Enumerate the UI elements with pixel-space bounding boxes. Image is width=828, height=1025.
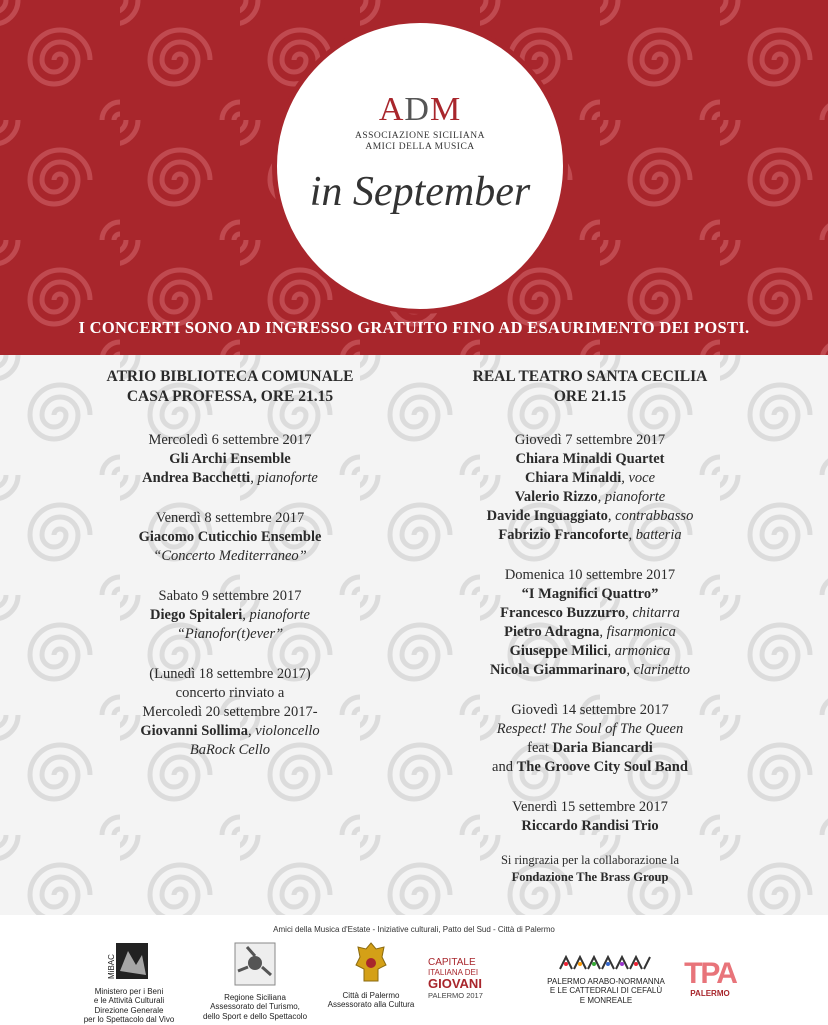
event-date: Giovedì 7 settembre 2017 <box>514 432 666 448</box>
event-date: Domenica 10 settembre 2017 <box>504 567 676 583</box>
performer-instrument: , pianoforte <box>597 489 666 505</box>
event-item <box>70 587 390 644</box>
performer-instrument: , violoncello <box>247 723 320 739</box>
event-item <box>420 431 760 545</box>
performer-instrument: , batteria <box>628 527 682 543</box>
performer-name: Valerio Rizzo <box>514 489 598 505</box>
event-item <box>70 431 390 488</box>
sponsor-arabo-normanna <box>542 955 670 1005</box>
event-line <box>70 606 390 625</box>
association-name <box>277 131 563 153</box>
event-subtitle: Respect! The Soul of The Queen <box>496 721 684 737</box>
event-line <box>420 758 760 777</box>
event-date: (Lunedì 18 settembre 2017) <box>149 666 311 682</box>
sponsor-footer <box>0 915 828 1024</box>
performer-name: Francesco Buzzurro <box>500 605 626 621</box>
event-subtitle: BaRock Cello <box>189 742 271 758</box>
capitale-line-4: PALERMO 2017 <box>428 991 483 1000</box>
event-date: Giovedì 14 settembre 2017 <box>511 702 669 718</box>
event-item <box>70 509 390 566</box>
event-line <box>420 604 760 623</box>
event-line <box>420 623 760 642</box>
right-venue <box>420 367 760 407</box>
logo-letter-a: A <box>378 91 405 128</box>
right-venue-line-1: REAL TEATRO SANTA CECILIA <box>472 368 708 385</box>
performer-name: Chiara Minaldi <box>524 470 622 486</box>
left-venue-line-1: ATRIO BIBLIOTECA COMUNALE <box>106 368 354 385</box>
performer-name: Andrea Bacchetti <box>142 470 251 486</box>
event-performer: Giacomo Cuticchio Ensemble <box>138 529 322 545</box>
sponsor-text: PALERMO ARABO-NORMANNA <box>547 976 665 986</box>
event-subtitle: “Concerto Mediterraneo” <box>153 548 307 564</box>
event-date: Venerdì 8 settembre 2017 <box>155 510 305 526</box>
logo-letter-m: M <box>429 91 462 128</box>
right-venue-line-2: ORE 21.15 <box>553 388 627 405</box>
sponsor-text: E MONREALE <box>579 995 633 1005</box>
right-program-column <box>420 367 760 886</box>
sponsor-text: Assessorato del Turismo, <box>210 1002 300 1011</box>
left-program-column <box>70 367 390 781</box>
assoc-line-1: ASSOCIAZIONE SICILIANA <box>354 131 485 141</box>
sponsor-text: Ministero per i Beni <box>94 986 164 996</box>
sponsor-text: per lo Spettacolo dal Vivo <box>83 1015 175 1024</box>
event-line <box>420 739 760 758</box>
sponsor-mibac <box>74 941 184 1025</box>
sponsor-text: E LE CATTEDRALI DI CEFALÙ <box>549 986 663 995</box>
sponsor-text: Città di Palermo <box>342 990 400 1000</box>
performer-instrument: , armonica <box>607 643 671 659</box>
event-line <box>420 526 760 545</box>
sponsor-text: dello Sport e dello Spettacolo <box>202 1011 308 1021</box>
sponsor-tpa <box>676 959 744 999</box>
free-entry-notice: I CONCERTI SONO AD INGRESSO GRATUITO FINO AD ESAURIMENTO DEI POSTI. <box>78 318 750 337</box>
capitale-line-1: CAPITALE <box>428 957 476 968</box>
event-new-date: Mercoledì 20 settembre 2017- <box>142 704 318 720</box>
performer-instrument: , pianoforte <box>242 607 310 623</box>
event-line <box>70 469 390 488</box>
event-connector: feat <box>527 740 553 756</box>
event-item <box>420 701 760 777</box>
event-line <box>420 507 760 526</box>
performer-name: Diego Spitaleri <box>150 607 243 623</box>
event-date: Venerdì 15 settembre 2017 <box>512 799 668 815</box>
event-performer: Chiara Minaldi Quartet <box>515 451 665 467</box>
tpa-label: PALERMO <box>690 989 730 998</box>
sponsor-regione <box>196 941 314 1021</box>
sponsor-text: Regione Siciliana <box>224 992 286 1002</box>
capitale-line-2: ITALIANA DEI <box>428 968 479 977</box>
event-item <box>70 665 390 760</box>
event-subtitle: “Pianofor(t)ever” <box>176 626 284 642</box>
page-title: in September <box>309 169 531 215</box>
event-line <box>420 661 760 680</box>
event-performer: “I Magnifici Quattro” <box>521 586 659 602</box>
event-performer: Riccardo Randisi Trio <box>521 818 659 834</box>
event-date: Sabato 9 settembre 2017 <box>158 588 302 604</box>
performer-instrument: , fisarmonica <box>599 624 676 640</box>
performer-instrument: , voce <box>621 470 656 486</box>
thanks-line-2: Fondazione The Brass Group <box>511 870 669 884</box>
event-line <box>70 722 390 741</box>
tpa-logo: TPA <box>684 957 736 990</box>
performer-instrument: , pianoforte <box>250 470 318 486</box>
performer-name: Nicola Giammarinaro <box>490 662 627 678</box>
trinacria-icon <box>233 941 277 987</box>
logo-circle <box>272 18 568 314</box>
adm-logo <box>277 93 563 127</box>
event-item <box>420 798 760 836</box>
event-line <box>420 488 760 507</box>
thanks-line-1: Si ringrazia per la collaborazione la <box>500 853 680 867</box>
performer-instrument: , clarinetto <box>626 662 690 678</box>
performer-name: Giovanni Sollima <box>140 723 248 739</box>
sponsor-citta <box>326 941 416 1010</box>
left-venue <box>70 367 390 407</box>
sponsor-text: e le Attività Culturali <box>93 996 165 1005</box>
performer-name: Fabrizio Francoforte <box>498 527 629 543</box>
performer-name: The Groove City Soul Band <box>516 759 688 775</box>
event-item <box>420 566 760 680</box>
event-line <box>420 469 760 488</box>
event-note: concerto rinviato a <box>175 685 285 701</box>
sponsor-capitale-giovani <box>428 957 508 1000</box>
eagle-crest-icon <box>354 941 388 985</box>
mibac-mark-text: MiBAC <box>107 954 116 979</box>
capitale-line-3: GIOVANI <box>428 976 482 991</box>
performer-name: Daria Biancardi <box>552 740 653 756</box>
thanks-note <box>420 852 760 886</box>
arches-logo-icon <box>558 955 654 971</box>
logo-letter-d: D <box>404 91 430 128</box>
event-date: Mercoledì 6 settembre 2017 <box>148 432 312 448</box>
left-venue-line-2: CASA PROFESSA, ORE 21.15 <box>126 388 334 405</box>
performer-name: Pietro Adragna <box>504 624 600 640</box>
performer-instrument: , chitarra <box>625 605 680 621</box>
event-line <box>420 642 760 661</box>
mibac-logo-icon <box>106 941 152 981</box>
sponsor-text: Assessorato alla Cultura <box>327 1000 415 1009</box>
performer-name: Davide Inguaggiato <box>486 508 608 524</box>
header-banner <box>0 0 828 355</box>
assoc-line-2: AMICI DELLA MUSICA <box>365 142 475 152</box>
sponsor-text: Direzione Generale <box>94 1005 164 1015</box>
performer-name: Giuseppe Milici <box>509 643 608 659</box>
footer-caption: Amici della Musica d'Estate - Iniziative culturali, Patto del Sud - Città di Palermo <box>273 925 555 934</box>
event-connector: and <box>492 759 517 775</box>
performer-instrument: , contrabbasso <box>607 508 694 524</box>
event-performer: Gli Archi Ensemble <box>169 451 291 467</box>
